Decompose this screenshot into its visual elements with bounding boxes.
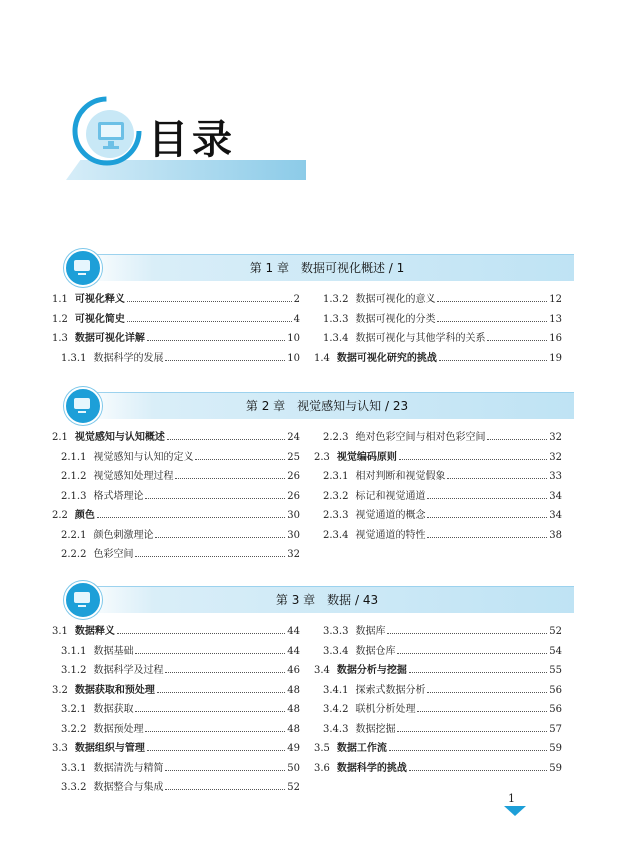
toc-entry[interactable] bbox=[314, 661, 562, 681]
toc-entry-title: 标记和视觉通道 bbox=[355, 490, 426, 502]
toc-entry-number: 3.4.3 bbox=[323, 723, 349, 735]
dot-leader bbox=[447, 478, 547, 479]
toc-entry[interactable] bbox=[52, 526, 300, 546]
toc-entry-title: 数据可视化详解 bbox=[74, 333, 145, 344]
toc-entry-number: 3.1.1 bbox=[61, 645, 87, 657]
chapter-title: 第 2 章 视觉感知与认知 / 23 bbox=[245, 399, 409, 413]
toc-entry-number: 3.3.1 bbox=[61, 762, 87, 774]
toc-entry-page: 48 bbox=[287, 704, 300, 715]
toc-column-right bbox=[314, 428, 562, 545]
toc-entry[interactable] bbox=[314, 428, 562, 448]
toc-entry-number: 2.3.1 bbox=[323, 471, 349, 482]
dot-leader bbox=[155, 537, 285, 538]
toc-entry-page: 52 bbox=[549, 626, 562, 637]
toc-entry-title: 联机分析处理 bbox=[355, 704, 416, 715]
dot-leader bbox=[165, 360, 285, 361]
dot-leader bbox=[165, 770, 285, 771]
toc-entry-title: 数据科学的挑战 bbox=[336, 762, 407, 774]
toc-entry-title: 视觉感知处理过程 bbox=[93, 471, 174, 482]
toc-entry-page: 50 bbox=[287, 762, 300, 774]
toc-entry-number: 1.3.4 bbox=[323, 333, 349, 344]
page-marker-triangle-icon bbox=[504, 806, 526, 816]
toc-entry[interactable] bbox=[314, 720, 562, 740]
toc-entry[interactable] bbox=[52, 720, 300, 740]
toc-entry-title: 视觉编码原则 bbox=[336, 451, 397, 463]
toc-entry-number: 2.3.3 bbox=[323, 510, 349, 521]
toc-entry-page: 54 bbox=[549, 645, 562, 657]
toc-entry-title: 相对判断和视觉假象 bbox=[355, 471, 446, 482]
toc-entry-title: 数据可视化与其他学科的关系 bbox=[355, 333, 486, 344]
dot-leader bbox=[409, 770, 547, 771]
toc-entry[interactable] bbox=[52, 622, 300, 642]
dot-leader bbox=[387, 633, 547, 634]
dot-leader bbox=[127, 321, 292, 322]
toc-entry-number: 3.1 bbox=[52, 626, 68, 637]
toc-entry-title: 数据释义 bbox=[74, 626, 115, 637]
toc-entry-number: 3.3.4 bbox=[323, 645, 349, 657]
toc-entry-page: 33 bbox=[549, 471, 562, 482]
toc-entry-title: 视觉感知与认知的定义 bbox=[93, 451, 194, 463]
chapter-1 bbox=[52, 254, 574, 364]
dot-leader bbox=[97, 517, 285, 518]
toc-entry[interactable] bbox=[314, 700, 562, 720]
toc-entry-page: 30 bbox=[287, 529, 300, 541]
toc-entry-number: 1.3.3 bbox=[323, 313, 349, 325]
toc-entry[interactable] bbox=[314, 448, 562, 468]
toc-entry-number: 1.3.1 bbox=[61, 352, 87, 364]
toc-column-right bbox=[314, 290, 562, 368]
toc-entry[interactable] bbox=[52, 290, 300, 310]
toc-entry[interactable] bbox=[52, 310, 300, 330]
toc-entry-page: 2 bbox=[293, 294, 300, 305]
dot-leader bbox=[157, 692, 285, 693]
dot-leader bbox=[389, 750, 547, 751]
toc-entry-title: 视觉通道的概念 bbox=[355, 510, 426, 521]
toc-entry-title: 数据库 bbox=[355, 626, 386, 637]
toc-entry-number: 2.3.4 bbox=[323, 529, 349, 541]
dot-leader bbox=[427, 517, 547, 518]
toc-entry[interactable] bbox=[52, 428, 300, 448]
toc-entry-page: 4 bbox=[293, 313, 300, 325]
dot-leader bbox=[135, 711, 285, 712]
dot-leader bbox=[397, 653, 547, 654]
toc-entry-page: 34 bbox=[549, 510, 562, 521]
toc-entry[interactable] bbox=[52, 467, 300, 487]
toc-entry-page: 46 bbox=[287, 665, 300, 676]
toc-entry-page: 32 bbox=[287, 549, 300, 560]
toc-column-left bbox=[52, 428, 300, 565]
toc-entry-title: 数据科学及过程 bbox=[93, 665, 164, 676]
toc-entry-number: 3.2 bbox=[52, 684, 68, 696]
monitor-logo-icon bbox=[72, 96, 142, 166]
toc-entry-page: 10 bbox=[287, 352, 300, 364]
toc-entry-title: 数据分析与挖掘 bbox=[336, 665, 407, 676]
dot-leader bbox=[195, 459, 285, 460]
dot-leader bbox=[135, 653, 285, 654]
toc-entry[interactable] bbox=[314, 526, 562, 546]
dot-leader bbox=[427, 692, 547, 693]
toc-entry-page: 13 bbox=[549, 313, 562, 325]
chapter-title: 第 3 章 数据 / 43 bbox=[275, 593, 379, 607]
toc-entry-page: 57 bbox=[549, 723, 562, 735]
dot-leader bbox=[145, 498, 285, 499]
toc-entry-title: 可视化简史 bbox=[74, 313, 125, 325]
toc-entry[interactable] bbox=[314, 487, 562, 507]
dot-leader bbox=[147, 750, 285, 751]
toc-entry-page: 32 bbox=[549, 451, 562, 463]
toc-entry[interactable] bbox=[52, 487, 300, 507]
toc-entry-number: 2.1.2 bbox=[61, 471, 87, 482]
toc-entry-number: 3.4 bbox=[314, 665, 330, 676]
dot-leader bbox=[165, 789, 285, 790]
toc-entry-number: 3.5 bbox=[314, 743, 330, 754]
toc-entry-page: 48 bbox=[287, 723, 300, 735]
chapter-header bbox=[80, 586, 574, 613]
toc-entry-number: 3.3.2 bbox=[61, 782, 87, 793]
toc-entry-title: 探索式数据分析 bbox=[355, 684, 426, 696]
toc-entry-number: 2.3.2 bbox=[323, 490, 349, 502]
toc-entry-page: 34 bbox=[549, 490, 562, 502]
toc-entry[interactable] bbox=[52, 759, 300, 779]
toc-entry-title: 数据仓库 bbox=[355, 645, 396, 657]
toc-entry-page: 25 bbox=[287, 451, 300, 463]
toc-entry-page: 26 bbox=[287, 490, 300, 502]
dot-leader bbox=[437, 321, 547, 322]
page-title: 目录 bbox=[148, 117, 236, 163]
toc-entry[interactable] bbox=[314, 681, 562, 701]
toc-entry-page: 49 bbox=[287, 743, 300, 754]
toc-entry-title: 数据组织与管理 bbox=[74, 743, 145, 754]
toc-entry-number: 3.3.3 bbox=[323, 626, 349, 637]
toc-entry-number: 2.2.3 bbox=[323, 432, 349, 443]
toc-entry-number: 3.1.2 bbox=[61, 665, 87, 676]
toc-entry-number: 2.2 bbox=[52, 510, 68, 521]
toc-entry[interactable] bbox=[314, 739, 562, 759]
toc-entry-number: 3.2.2 bbox=[61, 723, 87, 735]
dot-leader bbox=[487, 439, 547, 440]
dot-leader bbox=[165, 672, 285, 673]
dot-leader bbox=[145, 731, 285, 732]
toc-entry-title: 视觉通道的特性 bbox=[355, 529, 426, 541]
toc-entry[interactable] bbox=[52, 506, 300, 526]
toc-entry[interactable] bbox=[52, 545, 300, 565]
toc-column-left bbox=[52, 622, 300, 798]
toc-entry[interactable] bbox=[52, 778, 300, 798]
toc-entry[interactable] bbox=[314, 759, 562, 779]
dot-leader bbox=[409, 672, 547, 673]
toc-entry-page: 52 bbox=[287, 782, 300, 793]
toc-entry[interactable] bbox=[52, 700, 300, 720]
toc-entry[interactable] bbox=[314, 642, 562, 662]
toc-entry-title: 数据整合与集成 bbox=[93, 782, 164, 793]
dot-leader bbox=[397, 731, 547, 732]
toc-entry-page: 32 bbox=[549, 432, 562, 443]
toc-entry-page: 16 bbox=[549, 333, 562, 344]
toc-entry-number: 1.4 bbox=[314, 352, 330, 364]
toc-entry[interactable] bbox=[314, 622, 562, 642]
dot-leader bbox=[175, 478, 285, 479]
toc-entry-title: 数据挖掘 bbox=[355, 723, 396, 735]
chapter-header bbox=[80, 392, 574, 419]
toc-entry-page: 12 bbox=[549, 294, 562, 305]
toc-entry-page: 38 bbox=[549, 529, 562, 541]
toc-entry-title: 数据获取 bbox=[93, 704, 134, 715]
toc-entry-number: 1.1 bbox=[52, 294, 68, 305]
toc-entry-title: 绝对色彩空间与相对色彩空间 bbox=[355, 432, 486, 443]
toc-entry[interactable] bbox=[52, 681, 300, 701]
toc-entry-title: 可视化释义 bbox=[74, 294, 125, 305]
toc-entry-page: 59 bbox=[549, 743, 562, 754]
toc-entry-number: 2.1.1 bbox=[61, 451, 87, 463]
dot-leader bbox=[487, 340, 547, 341]
dot-leader bbox=[399, 459, 547, 460]
toc-entry-number: 1.2 bbox=[52, 313, 68, 325]
toc-entry-page: 44 bbox=[287, 645, 300, 657]
dot-leader bbox=[117, 633, 285, 634]
toc-column-left bbox=[52, 290, 300, 368]
chapter-title: 第 1 章 数据可视化概述 / 1 bbox=[249, 261, 405, 275]
toc-entry-title: 数据清洗与精简 bbox=[93, 762, 164, 774]
toc-entry[interactable] bbox=[314, 329, 562, 349]
toc-entry-title: 数据科学的发展 bbox=[93, 352, 164, 364]
toc-entry-page: 24 bbox=[287, 432, 300, 443]
toc-entry-number: 3.4.1 bbox=[323, 684, 349, 696]
toc-entry-title: 数据可视化的分类 bbox=[355, 313, 436, 325]
toc-entry[interactable] bbox=[52, 739, 300, 759]
toc-column-right bbox=[314, 622, 562, 778]
toc-entry-number: 1.3 bbox=[52, 333, 68, 344]
toc-entry-number: 3.2.1 bbox=[61, 704, 87, 715]
toc-entry-title: 数据基础 bbox=[93, 645, 134, 657]
toc-entry-page: 48 bbox=[287, 684, 300, 696]
toc-entry-page: 56 bbox=[549, 704, 562, 715]
toc-entry-page: 44 bbox=[287, 626, 300, 637]
toc-entry-page: 10 bbox=[287, 333, 300, 344]
toc-entry-number: 2.3 bbox=[314, 451, 330, 463]
toc-entry-title: 视觉感知与认知概述 bbox=[74, 432, 165, 443]
toc-entry-title: 数据可视化的意义 bbox=[355, 294, 436, 305]
dot-leader bbox=[135, 556, 285, 557]
toc-entry-number: 2.1.3 bbox=[61, 490, 87, 502]
toc-entry-title: 数据预处理 bbox=[93, 723, 144, 735]
toc-entry[interactable] bbox=[314, 349, 562, 369]
toc-entry-title: 数据获取和预处理 bbox=[74, 684, 155, 696]
dot-leader bbox=[439, 360, 547, 361]
toc-entry[interactable] bbox=[314, 290, 562, 310]
toc-entry[interactable] bbox=[314, 506, 562, 526]
dot-leader bbox=[427, 498, 547, 499]
toc-entry-title: 颜色刺激理论 bbox=[93, 529, 154, 541]
dot-leader bbox=[127, 301, 292, 302]
toc-entry-number: 3.6 bbox=[314, 762, 330, 774]
toc-entry[interactable] bbox=[52, 329, 300, 349]
toc-entry-number: 1.3.2 bbox=[323, 294, 349, 305]
dot-leader bbox=[167, 439, 285, 440]
dot-leader bbox=[427, 537, 547, 538]
toc-entry[interactable] bbox=[52, 448, 300, 468]
toc-entry-title: 数据工作流 bbox=[336, 743, 387, 754]
toc-entry-title: 颜色 bbox=[74, 510, 95, 521]
dot-leader bbox=[147, 340, 285, 341]
toc-entry-title: 格式塔理论 bbox=[93, 490, 144, 502]
toc-entry-page: 55 bbox=[549, 665, 562, 676]
dot-leader bbox=[417, 711, 547, 712]
toc-entry-number: 2.2.2 bbox=[61, 549, 87, 560]
toc-entry[interactable] bbox=[52, 661, 300, 681]
toc-entry-page: 19 bbox=[549, 352, 562, 364]
toc-entry[interactable] bbox=[52, 642, 300, 662]
toc-entry-title: 数据可视化研究的挑战 bbox=[336, 352, 437, 364]
page-number: 1 bbox=[508, 792, 515, 805]
toc-entry-page: 59 bbox=[549, 762, 562, 774]
toc-entry-number: 3.3 bbox=[52, 743, 68, 754]
chapter-2 bbox=[52, 392, 574, 560]
toc-entry-number: 2.1 bbox=[52, 432, 68, 443]
toc-entry-page: 26 bbox=[287, 471, 300, 482]
toc-entry-page: 56 bbox=[549, 684, 562, 696]
toc-entry-title: 色彩空间 bbox=[93, 549, 134, 560]
toc-entry[interactable] bbox=[52, 349, 300, 369]
chapter-header bbox=[80, 254, 574, 281]
toc-entry[interactable] bbox=[314, 310, 562, 330]
toc-entry-number: 3.4.2 bbox=[323, 704, 349, 715]
toc-entry[interactable] bbox=[314, 467, 562, 487]
dot-leader bbox=[437, 301, 547, 302]
toc-entry-number: 2.2.1 bbox=[61, 529, 87, 541]
chapter-3 bbox=[52, 586, 574, 793]
toc-entry-page: 30 bbox=[287, 510, 300, 521]
